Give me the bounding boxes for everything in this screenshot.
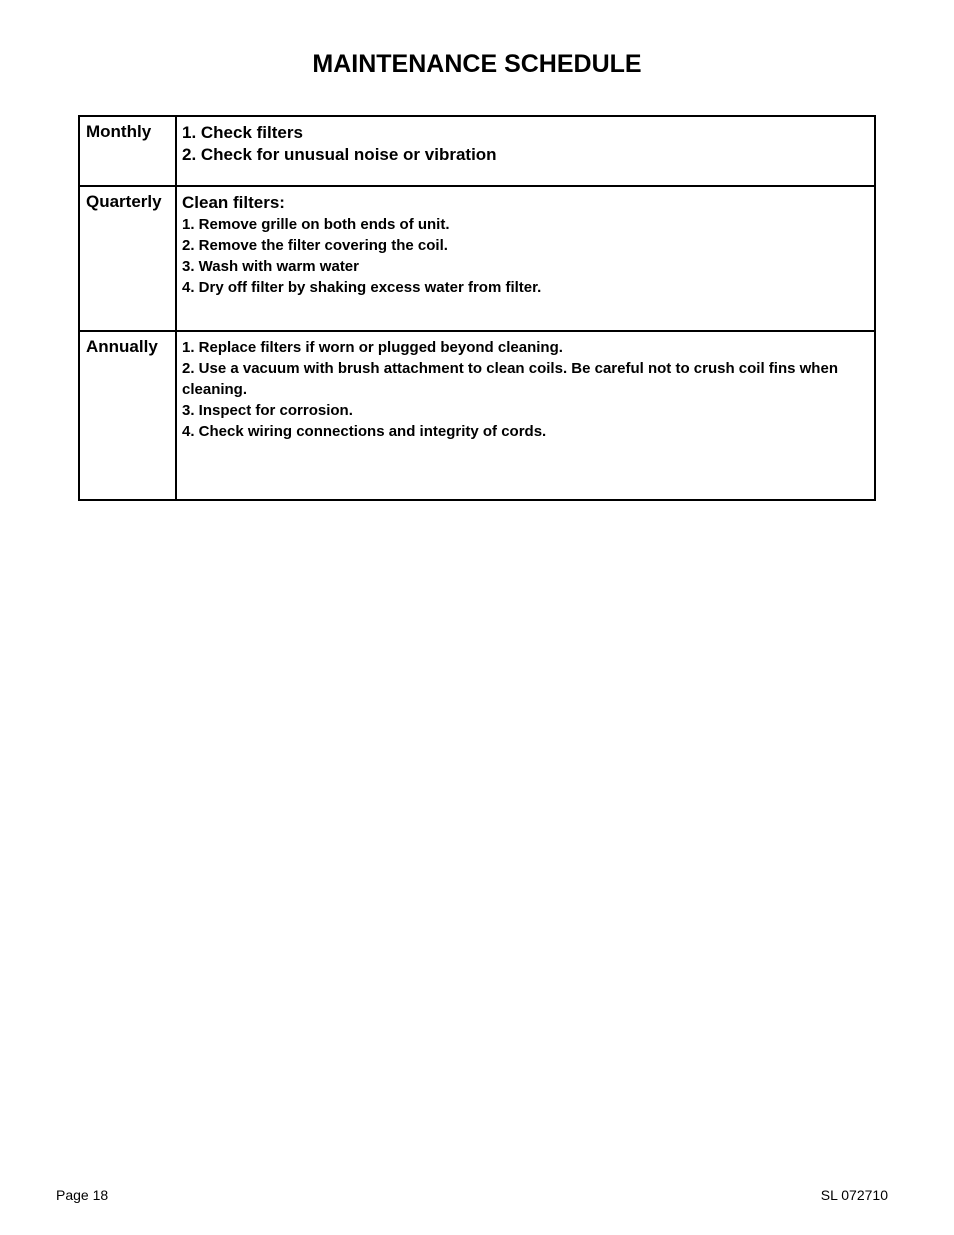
task-item: 3. Wash with warm water	[182, 258, 359, 275]
task-cell-quarterly	[176, 186, 875, 331]
table-row-annually	[79, 331, 875, 500]
table-row-quarterly	[79, 186, 875, 331]
task-item: 1. Replace filters if worn or plugged beyond cleaning.	[182, 339, 563, 356]
period-cell-monthly: Monthly	[79, 116, 176, 186]
task-cell-monthly	[176, 116, 875, 186]
maintenance-schedule-table	[78, 115, 876, 501]
task-item: 2. Check for unusual noise or vibration	[182, 145, 497, 164]
task-item: 1. Remove grille on both ends of unit.	[182, 216, 450, 233]
task-item: 4. Check wiring connections and integrity of cords.	[182, 423, 547, 440]
task-item: 4. Dry off filter by shaking excess water from filter.	[182, 279, 542, 296]
page-title: MAINTENANCE SCHEDULE	[312, 50, 642, 78]
document-code: SL 072710	[820, 1187, 888, 1203]
task-item: 2. Remove the filter covering the coil.	[182, 237, 448, 254]
page-number: Page 18	[56, 1187, 109, 1203]
table-row-monthly	[79, 116, 875, 186]
period-cell-annually: Annually	[79, 331, 176, 500]
task-heading: Clean filters:	[182, 193, 285, 212]
task-item: 3. Inspect for corrosion.	[182, 402, 353, 419]
task-item: 2. Use a vacuum with brush attachment to clean coils. Be careful not to crush coil fins when cleaning.	[182, 360, 838, 398]
period-cell-quarterly: Quarterly	[79, 186, 176, 331]
task-item: 1. Check filters	[182, 123, 303, 142]
task-cell-annually	[176, 331, 875, 500]
